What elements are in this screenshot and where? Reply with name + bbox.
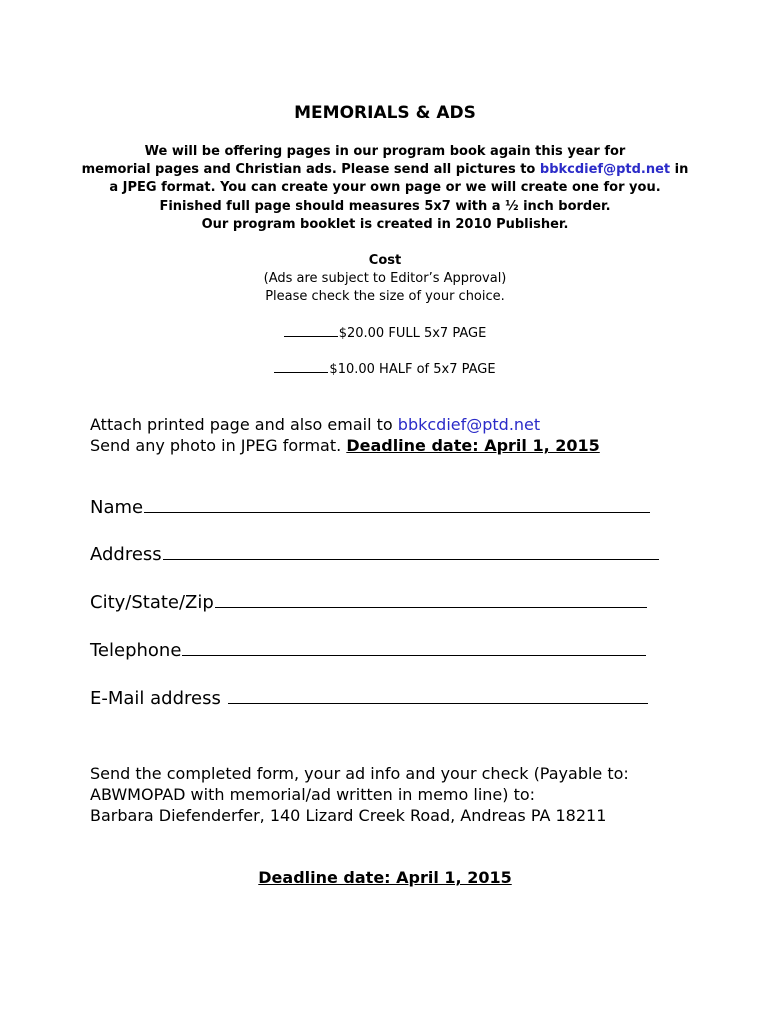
intro-line-2-text: memorial pages and Christian ads. Please send all pictures to bbox=[81, 162, 540, 178]
intro-line-1: We will be offering pages in our program book again this year for bbox=[144, 144, 626, 159]
telephone-field bbox=[90, 637, 646, 661]
cost-section bbox=[0, 252, 770, 306]
option-half-page-label: $10.00 HALF of 5x7 PAGE bbox=[329, 362, 496, 377]
cost-note: (Ads are subject to Editor’s Approval) bbox=[263, 271, 507, 286]
address-field-label: Address bbox=[90, 544, 162, 565]
name-field bbox=[90, 494, 650, 518]
email-address-field-label: E-Mail address bbox=[90, 688, 221, 709]
city-state-zip-field bbox=[90, 589, 647, 613]
cost-heading: Cost bbox=[368, 253, 402, 268]
name-field-label: Name bbox=[90, 497, 144, 518]
attach-deadline: Deadline date: April 1, 2015 bbox=[346, 436, 600, 455]
cost-instruction: Please check the size of your choice. bbox=[265, 289, 505, 304]
city-state-zip-field-line[interactable] bbox=[215, 589, 647, 608]
attach-line-1 bbox=[90, 414, 600, 435]
send-line-3: Barbara Diefenderfer, 140 Lizard Creek Road, Andreas PA 18211 bbox=[90, 806, 607, 825]
intro-line-4: Finished full page should measures 5x7 with a ½ inch border. bbox=[159, 198, 611, 214]
deadline-footer: Deadline date: April 1, 2015 bbox=[258, 868, 512, 887]
intro-email-link[interactable]: bbkcdief@ptd.net bbox=[539, 162, 671, 178]
intro-line-3: a JPEG format. You can create your own page or we will create one for you. bbox=[109, 180, 661, 196]
attach-line-2 bbox=[90, 435, 600, 456]
option-full-page bbox=[0, 324, 770, 341]
email-address-field-line[interactable] bbox=[228, 685, 648, 704]
page-title: MEMORIALS & ADS bbox=[294, 103, 476, 123]
attach-email-link[interactable]: bbkcdief@ptd.net bbox=[397, 415, 541, 434]
intro-line-2-tail: in bbox=[670, 162, 689, 178]
send-instructions bbox=[90, 763, 629, 826]
option-half-page-checkline[interactable] bbox=[274, 360, 328, 373]
city-state-zip-field-label: City/State/Zip bbox=[90, 592, 214, 613]
address-field-line[interactable] bbox=[163, 541, 659, 560]
send-line-1: Send the completed form, your ad info and your check (Payable to: bbox=[90, 764, 629, 783]
telephone-field-line[interactable] bbox=[182, 637, 646, 656]
send-line-2: ABWMOPAD with memorial/ad written in memo line) to: bbox=[90, 785, 536, 804]
telephone-field-label: Telephone bbox=[90, 640, 182, 661]
attach-instructions bbox=[90, 414, 600, 456]
intro-paragraph bbox=[0, 143, 770, 234]
option-full-page-checkline[interactable] bbox=[284, 324, 338, 337]
email-address-field bbox=[90, 685, 648, 709]
intro-line-5: Our program booklet is created in 2010 Publisher. bbox=[201, 216, 569, 232]
attach-line-2-text: Send any photo in JPEG format. bbox=[90, 436, 347, 455]
option-half-page bbox=[0, 360, 770, 377]
name-field-line[interactable] bbox=[144, 494, 650, 513]
intro-line-2 bbox=[0, 161, 770, 179]
attach-line-1-text: Attach printed page and also email to bbox=[90, 415, 398, 434]
option-full-page-label: $20.00 FULL 5x7 PAGE bbox=[338, 326, 487, 341]
address-field bbox=[90, 541, 659, 565]
